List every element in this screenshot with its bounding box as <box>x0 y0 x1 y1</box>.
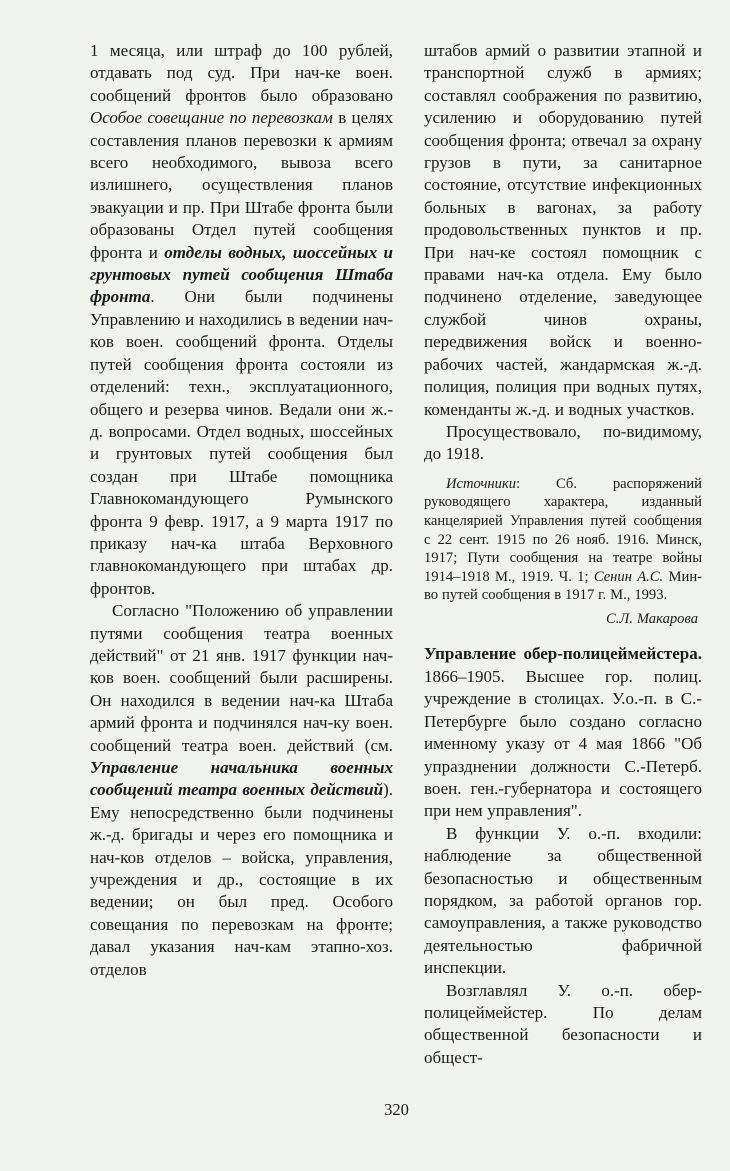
text-segment-normal: ). Ему непосредственно были подчинены ж.-д. бригады и через его помощника и нач-ков отделов – войска, управления, учреждения и др., состоящие в их ведении; он был пред. Особого совещания по перевозкам на фронте; давал указания нач-кам этапно-хоз. отделов <box>90 780 393 979</box>
page-number: 320 <box>384 1100 409 1119</box>
text-segment-bold-italic: отделы водных, шоссейных и грунтовых путей сообщения Штаба фронта <box>90 242 393 307</box>
text-segment-bold: Управление обер-полицеймейстера. <box>424 644 702 664</box>
text-segment-normal: . Они были подчинены Управлению и находились в ведении нач-ков воен. сообщений фронта. Отделы путей сообщения фронта состояли из отделений: техн., эксплуатационного, общего и резерва чинов. Ведали они ж.-д. вопросами. Отдел водных, шоссейных и грунтовых путей сообщения был создан при Штабе помощника Главнокомандующего Румынского фронта 9 февр. 1917, а 9 марта 1917 по приказу нач-ка штаба Верховного главнокомандующего при штабах др. фронтов. <box>90 287 393 598</box>
text-segment-normal: Согласно "Положению об управлении путями сообщения театра военных действий" от 21 янв. 1917 функции нач-ков воен. сообщений были расширены. Он находился в ведении нач-ка Штаба армий фронта и подчинялся нач-ку воен. сообщений театра воен. действий (см. <box>90 601 393 755</box>
text-segment-normal: в целях составления планов перевозки к армиям всего необходимого, вывоза всего излишнего, осуществления планов эвакуации и пр. При Штабе фронта были образованы Отдел путей сообщения фронта и <box>90 108 393 262</box>
sources-paragraph <box>424 475 702 605</box>
signature-paragraph <box>424 610 702 629</box>
text-segment-normal: Возглавлял У. о.-п. обер-полицеймейстер. По делам общественной безопасности и общест- <box>424 980 702 1067</box>
text-segment-normal: : Сб. распоряжений руководящего характера, изданный канцелярией Управления путей сообщения с 22 сент. 1915 по 26 нояб. 1916. Минск, 1917; Пути сообщения на театре войны 1914–1918 М., 1919. Ч. 1; <box>424 475 702 585</box>
paragraph <box>424 980 702 1070</box>
text-columns <box>90 40 702 1069</box>
left-column <box>90 40 393 1069</box>
text-segment-bold-italic: Управление начальника военных сообщений театра военных действий <box>90 758 393 800</box>
text-segment-normal: Мин-во путей сообщения в 1917 г. М., 1993. <box>424 568 702 604</box>
paragraph <box>90 600 393 981</box>
text-segment-italic: Особое совещание по перевозкам <box>90 108 333 128</box>
paragraph <box>90 40 393 600</box>
entry-paragraph <box>424 643 702 822</box>
text-segment-normal: штабов армий о развитии этапной и транспортной служб в армиях; составлял соображения по развитию, усилению и оборудованию путей сообщения фронта; отвечал за охрану грузов в пути, за санитарное состояние, отсутствие инфекционных больных в вагонах, за работу продовольственных пунктов и пр. При нач-ке состоял помощник с правами нач-ка отдела. Ему было подчинено отделение, заведующее службой чинов охраны, передвижения войск и военно-рабочих частей, жандармская ж.-д. полиция, полиция при водных путях, коменданты ж.-д. и водных участков. <box>424 41 702 419</box>
text-segment-normal: 1 месяца, или штраф до 100 рублей, отдавать под суд. При нач-ке воен. сообщений фронтов было образовано <box>90 41 393 105</box>
text-segment-italic: С.Л. Макарова <box>606 610 698 627</box>
right-column <box>424 40 702 1069</box>
text-segment-normal: В функции У. о.-п. входили: наблюдение за общественной безопасностью и общественным порядком, за работой органов гор. самоуправления, а также руководство деятельностью фабричной инспекции. <box>424 823 702 978</box>
text-segment-normal: Просуществовало, по-видимому, до 1918. <box>424 421 702 464</box>
text-segment-italic: Источники <box>446 475 517 492</box>
paragraph <box>424 40 702 421</box>
text-segment-italic: Сенин А.С. <box>593 568 664 585</box>
paragraph <box>424 823 702 980</box>
text-segment-normal: 1866–1905. Высшее гор. полиц. учреждение в столицах. У.о.-п. в С.-Петербурге было создано согласно именному указу от 4 мая 1866 "Об упразднении должности С.-Петерб. воен. ген.-губернатора и состоящего при нем управления". <box>424 666 702 821</box>
paragraph <box>424 421 702 466</box>
